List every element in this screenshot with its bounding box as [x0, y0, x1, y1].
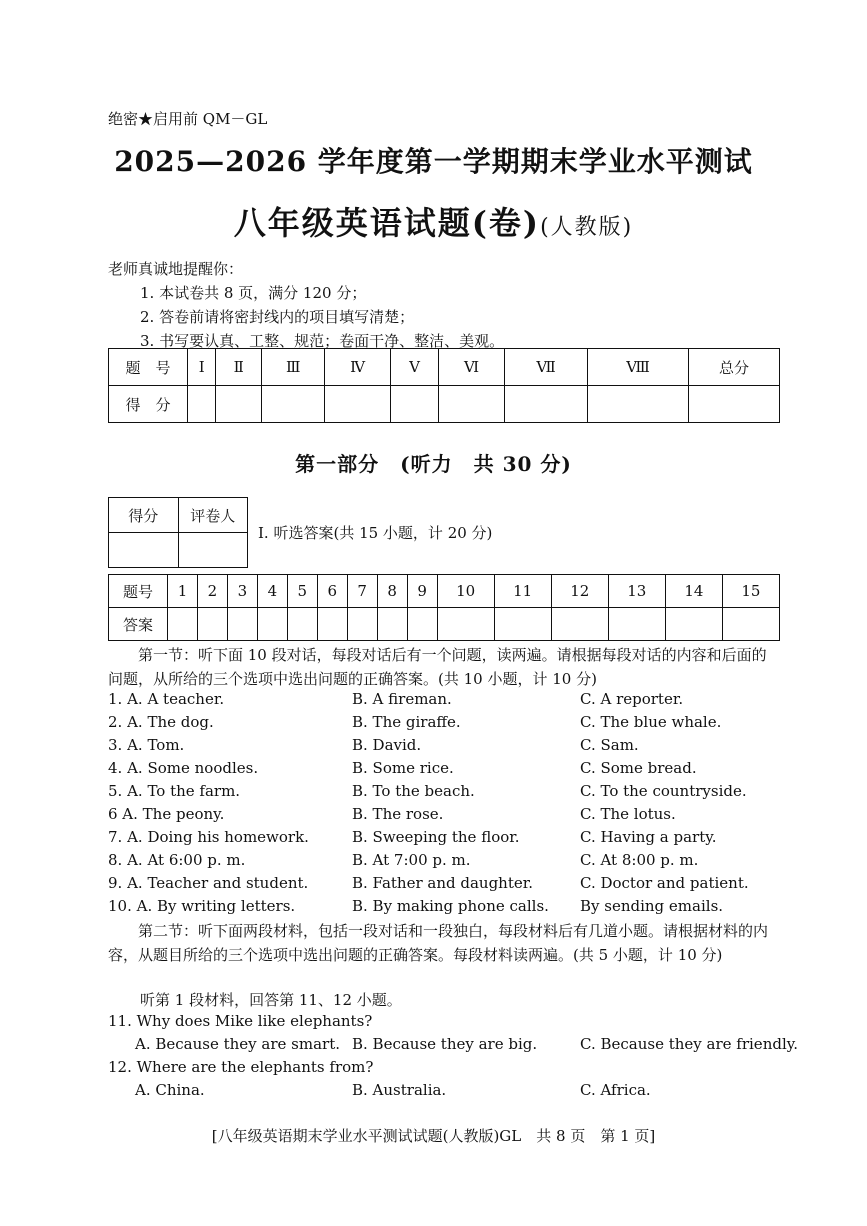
question-option-a: 2. A. The dog.	[108, 713, 214, 731]
answer-cell[interactable]	[287, 608, 317, 641]
question-number: 6	[317, 575, 347, 608]
section2-instructions: 第二节：听下面两段材料，包括一段对话和一段独白，每段材料后有几道小题。请根据材料的内容，从题目所给的三个选项中选出问题的正确答案。每段材料读两遍。(共 5 小题，计 10 分)	[108, 922, 769, 964]
question-number: 1	[168, 575, 198, 608]
score-row-label: 得 分	[109, 386, 188, 423]
score-cell[interactable]	[588, 386, 689, 423]
score-table-header: Ⅰ	[188, 349, 216, 386]
question-option-c: C. A reporter.	[580, 690, 684, 708]
answer-table-label: 题号	[109, 575, 168, 608]
question-option-b: B. Sweeping the floor.	[352, 828, 520, 846]
question-option-a: 5. A. To the farm.	[108, 782, 241, 800]
question-number: 14	[665, 575, 722, 608]
question-option-b: B. By making phone calls.	[352, 897, 549, 915]
question-option-c: C. At 8:00 p. m.	[580, 851, 699, 869]
score-cell[interactable]	[390, 386, 438, 423]
score-table-header: Ⅶ	[504, 349, 587, 386]
answer-cell[interactable]	[722, 608, 779, 641]
edition-label: (人教版)	[540, 215, 634, 240]
score-table-header: Ⅱ	[216, 349, 262, 386]
question-option-a: 4. A. Some noodles.	[108, 759, 259, 777]
subject-title: 八年级英语试题(卷)	[233, 204, 541, 242]
score-table-header: 总分	[689, 349, 780, 386]
question-option-b: B. David.	[352, 736, 422, 754]
question-number: 13	[608, 575, 665, 608]
answer-cell[interactable]	[227, 608, 257, 641]
question-option-c: C. Some bread.	[580, 759, 697, 777]
question-number: 4	[257, 575, 287, 608]
question-option-c: C. The lotus.	[580, 805, 676, 823]
grader-name-label: 评卷人	[178, 498, 248, 533]
answer-cell[interactable]	[437, 608, 494, 641]
question-number: 12	[551, 575, 608, 608]
material-note: 听第 1 段材料，回答第 11、12 小题。	[140, 991, 402, 1009]
score-table-header: Ⅴ	[390, 349, 438, 386]
question-stem: 11. Why does Mike like elephants?	[108, 1012, 373, 1030]
question-option-c: C. Having a party.	[580, 828, 717, 846]
question-option-c: C. Because they are friendly.	[580, 1035, 798, 1053]
question-option-c: C. Doctor and patient.	[580, 874, 749, 892]
question-option-b: B. Australia.	[352, 1081, 447, 1099]
question-option-b: B. A fireman.	[352, 690, 452, 708]
question-number: 7	[347, 575, 377, 608]
answer-cell[interactable]	[317, 608, 347, 641]
question-option-a: A. China.	[135, 1081, 205, 1099]
score-cell[interactable]	[689, 386, 780, 423]
question-option-a: 1. A. A teacher.	[108, 690, 225, 708]
exam-title: 2025—2026 学年度第一学期期末学业水平测试	[114, 145, 753, 178]
question-option-b: B. To the beach.	[352, 782, 475, 800]
question-option-c: By sending emails.	[580, 897, 724, 915]
reminder-heading: 老师真诚地提醒你：	[108, 260, 244, 278]
question-stem: 12. Where are the elephants from?	[108, 1058, 374, 1076]
answer-cell[interactable]	[608, 608, 665, 641]
question-number: 3	[227, 575, 257, 608]
answer-cell[interactable]	[197, 608, 227, 641]
score-table-header: Ⅳ	[325, 349, 390, 386]
page-footer: [八年级英语期末学业水平测试试题(人教版)GL 共 8 页 第 1 页]	[211, 1127, 656, 1145]
answer-table	[108, 574, 780, 641]
question-option-b: B. Father and daughter.	[352, 874, 534, 892]
question-option-a: A. Because they are smart.	[135, 1035, 341, 1053]
score-cell[interactable]	[262, 386, 325, 423]
answer-cell[interactable]	[257, 608, 287, 641]
score-table-header: 题 号	[109, 349, 188, 386]
score-table-header: Ⅷ	[588, 349, 689, 386]
question-number: 2	[197, 575, 227, 608]
score-cell[interactable]	[325, 386, 390, 423]
reminder-note: 3. 书写要认真、工整、规范；卷面干净、整洁、美观。	[140, 332, 505, 350]
score-table	[108, 348, 780, 423]
answer-table-label: 答案	[109, 608, 168, 641]
answer-cell[interactable]	[407, 608, 437, 641]
part-title: 第一部分 (听力 共 30 分)	[295, 452, 572, 476]
answer-cell[interactable]	[377, 608, 407, 641]
grader-name-cell[interactable]	[178, 533, 248, 568]
score-cell[interactable]	[216, 386, 262, 423]
question-option-b: B. Because they are big.	[352, 1035, 538, 1053]
answer-cell[interactable]	[347, 608, 377, 641]
question-option-b: B. The giraffe.	[352, 713, 461, 731]
reminder-note: 1. 本试卷共 8 页，满分 120 分；	[140, 284, 367, 302]
question-number: 9	[407, 575, 437, 608]
question-option-c: C. Sam.	[580, 736, 639, 754]
question-option-b: B. The rose.	[352, 805, 444, 823]
score-cell[interactable]	[504, 386, 587, 423]
grader-score-label: 得分	[109, 498, 179, 533]
question-option-a: 6 A. The peony.	[108, 805, 225, 823]
question-number: 11	[494, 575, 551, 608]
answer-cell[interactable]	[494, 608, 551, 641]
answer-cell[interactable]	[168, 608, 198, 641]
score-table-header: Ⅵ	[439, 349, 505, 386]
question-option-c: C. Africa.	[580, 1081, 651, 1099]
exam-subtitle	[0, 198, 867, 244]
question-option-a: 10. A. By writing letters.	[108, 897, 296, 915]
score-table-header: Ⅲ	[262, 349, 325, 386]
question-option-a: 9. A. Teacher and student.	[108, 874, 309, 892]
reminder-note: 2. 答卷前请将密封线内的项目填写清楚；	[140, 308, 415, 326]
question-number: 8	[377, 575, 407, 608]
question-option-a: 8. A. At 6:00 p. m.	[108, 851, 246, 869]
question-option-c: C. To the countryside.	[580, 782, 747, 800]
question-option-b: B. Some rice.	[352, 759, 454, 777]
confidential-label: 绝密★启用前 QM－GL	[108, 110, 268, 128]
question-option-a: 7. A. Doing his homework.	[108, 828, 309, 846]
answer-cell[interactable]	[665, 608, 722, 641]
section1-instructions: 第一节：听下面 10 段对话，每段对话后有一个问题，读两遍。请根据每段对话的内容和后面的问题，从所给的三个选项中选出问题的正确答案。(共 10 小题，计 10 分)	[108, 646, 767, 688]
question-option-c: C. The blue whale.	[580, 713, 722, 731]
section-title: Ⅰ. 听选答案(共 15 小题，计 20 分)	[258, 524, 493, 542]
question-number: 15	[722, 575, 779, 608]
question-option-a: 3. A. Tom.	[108, 736, 185, 754]
answer-cell[interactable]	[551, 608, 608, 641]
question-number: 5	[287, 575, 317, 608]
grader-box	[108, 497, 248, 568]
question-number: 10	[437, 575, 494, 608]
score-cell[interactable]	[188, 386, 216, 423]
question-option-b: B. At 7:00 p. m.	[352, 851, 471, 869]
score-cell[interactable]	[439, 386, 505, 423]
grader-score-cell[interactable]	[109, 533, 179, 568]
